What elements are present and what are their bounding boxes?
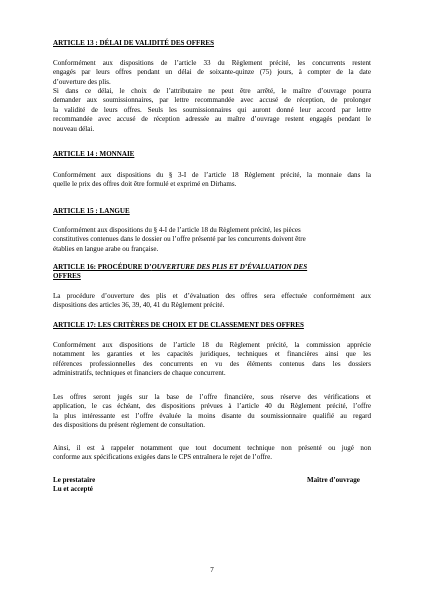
text-line: Conformément aux dispositions de l’article 18 du Règlement précité, la commission apprécie [53,341,371,349]
signature-right: Maître d’ouvrage [307,476,360,484]
text-line: la validité de leurs offres. Seuls les soumissionnaires qui auront donné leur accord par lettre [53,105,371,114]
text-line: engagés par leurs offres pendant un délai de soixante-quinze (75) jours, à compter de la date [53,68,371,77]
article-15-paragraph [53,226,371,254]
article-16-heading [53,263,307,272]
text-line: conforme aux spécifications exigées dans le CPS entraînera le rejet de l’offre. [53,453,273,462]
article-16-paragraph [53,292,371,311]
article-13-heading: ARTICLE 13 : DÉLAI DE VALIDITÉ DES OFFRES [53,39,215,47]
text-line: références professionnelles des concurrents en vu des éléments contenus dans les dossiers [53,359,371,368]
page-number: 7 [210,566,214,574]
text-line: recommandée avec accusé de réception adressée au maître d’ouvrage restent engagés pendant le [53,115,371,124]
text-line: Conformément aux dispositions de l’article 33 du Règlement précité, les concurrents restent [53,59,371,67]
text-line: La procédure d’ouverture des plis et d’évaluation des offres sera effectuée conformément aux [53,292,371,300]
article-14-paragraph [53,171,371,190]
text-line: application, le cas échéant, des dispositions prévues à l’article 40 du Règlement précité, l’offre [53,402,371,411]
text-line: des dispositions du présent règlement de consultation. [53,421,206,430]
text-line: la plus intéressante est l’offre évaluée la moins disante du soumissionnaire qualifié au regard [53,411,371,420]
article-16-heading-part-2: OUVERTURE DES PLIS ET D’ÉVALUATION DES [151,263,308,271]
signature-left-line1: Le prestataire [53,476,96,484]
article-16-heading-cont: OFFRES [53,272,81,280]
text-line: établies en langue arabe ou française. [53,244,159,253]
article-13-paragraph-2 [53,87,371,134]
text-line: dispositions des articles 36, 39, 40, 41 du Règlement précité. [53,301,225,310]
text-line: quelle le prix des offres doit être formulé et exprimé en Dirhams. [53,180,237,189]
text-line: Les offres seront jugés sur la base de l’offre financière, sous réserve des vérifications et [53,393,371,401]
article-17-paragraph-2 [53,393,371,431]
signature-left-line2: Lu et accepté [53,485,93,493]
text-line: administratifs, techniques et financiers de chaque concurrent. [53,369,226,378]
text-line: nouveau délai. [53,124,95,133]
article-16-heading-part-1: ARTICLE 16: PROCÉDURE D’ [53,263,152,271]
article-17-paragraph-3 [53,444,371,463]
article-14-heading: ARTICLE 14 : MONNAIE [53,150,135,158]
text-line: Conformément aux dispositions du § 4-I de l’article 18 du Règlement précité, les pièces [53,226,301,234]
text-line: demander aux soumissionnaires, par lettre recommandée avec accusé de réception, de prolonger [53,96,371,105]
text-line: d’ouverture des plis. [53,77,111,86]
article-15-heading: ARTICLE 15 : LANGUE [53,207,130,215]
text-line: notamment les garanties et les capacités juridiques, techniques et financières ainsi que les [53,350,371,359]
article-17-paragraph-1 [53,341,371,379]
text-line: Ainsi, il est à rappeler notamment que tout document technique non présenté ou jugé non [53,444,371,452]
text-line: Conformément aux dispositions du § 3-I de l’article 18 Règlement précité, la monnaie dans la [53,171,371,179]
text-line: Si dans ce délai, le choix de l’attributaire ne peut être arrêté, le maître d’ouvrage pourra [53,87,371,95]
article-13-paragraph-1 [53,59,371,87]
text-line: constitutives contenues dans le dossier ou l’offre présenté par les concurrents doivent être [53,235,306,244]
article-17-heading: ARTICLE 17: LES CRITÈRES DE CHOIX ET DE CLASSEMENT DES OFFRES [53,321,304,329]
